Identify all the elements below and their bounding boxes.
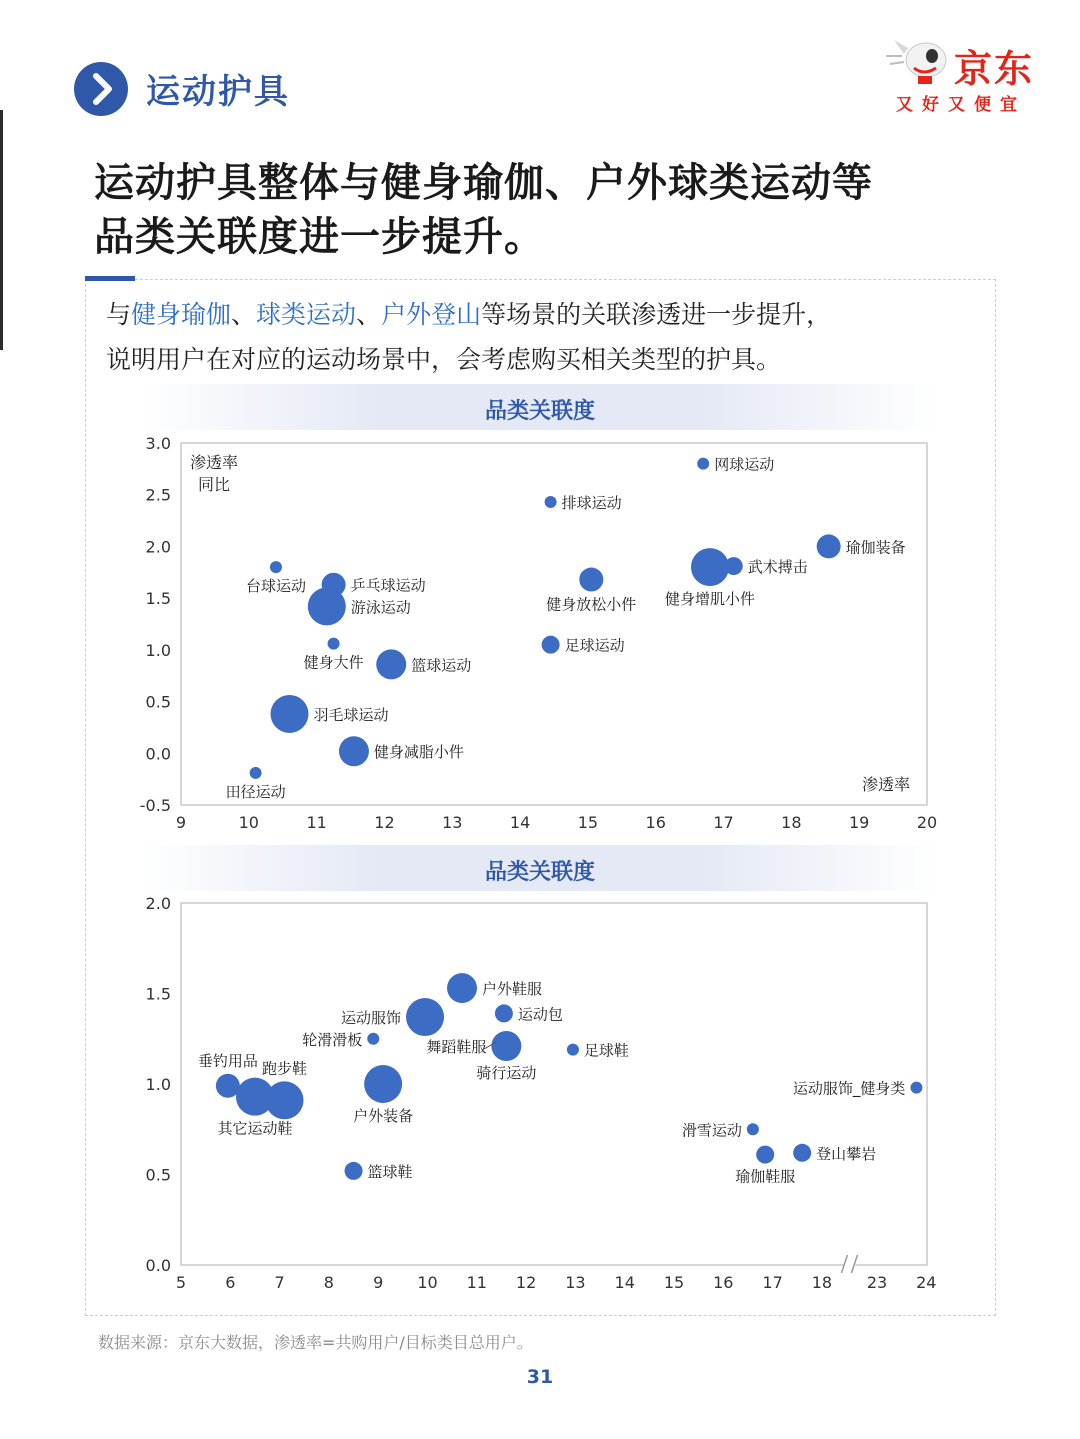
chart-1-x-tick-label: 18 xyxy=(781,813,802,832)
chart-2-x-tick-label: 14 xyxy=(614,1273,635,1292)
chart-2-x-tick-label: 16 xyxy=(713,1273,734,1292)
chart-1-point xyxy=(271,695,309,733)
chart-1-x-tick-label: 16 xyxy=(645,813,666,832)
intro-separator: 、 xyxy=(356,300,382,329)
chart-2-x-tick-label: 5 xyxy=(175,1273,187,1292)
chart-2-x-tick-label: 8 xyxy=(323,1273,334,1292)
chart-2-scatter xyxy=(0,880,1080,1300)
chart-2-point-label: 户外鞋服 xyxy=(482,980,543,999)
chart-1-point xyxy=(545,496,557,508)
chart-2-x-tick-label: 23 xyxy=(866,1273,888,1292)
chart-2-point-label: 篮球鞋 xyxy=(367,1162,413,1181)
chart-2-x-tick-label: 15 xyxy=(663,1273,685,1292)
chart-1-x-tick-label: 17 xyxy=(713,813,734,832)
chart-1-x-tick-label: 10 xyxy=(238,813,259,832)
chart-2-point xyxy=(345,1162,363,1180)
chart-2-point-label: 运动服饰_健身类 xyxy=(792,1079,906,1098)
intro-line-2: 说明用户在对应的运动场景中，会考虑购买相关类型的护具。 xyxy=(106,345,782,374)
chart-2-y-tick-label: 0.5 xyxy=(145,1165,171,1185)
chart-1-point-label: 游泳运动 xyxy=(350,598,411,617)
chart-2-x-tick-label: 18 xyxy=(811,1273,833,1292)
chart-1-point xyxy=(542,636,560,654)
chart-1-point-label: 乒乓球运动 xyxy=(350,576,426,595)
chart-1-point-label: 台球运动 xyxy=(245,577,306,596)
chart-2-y-tick-label: 2.0 xyxy=(145,894,171,913)
chart-2-y-tick-label: 0.0 xyxy=(145,1256,171,1275)
chart-2-x-tick-label: 11 xyxy=(466,1273,487,1292)
headline-line-2: 品类关联度进一步提升。 xyxy=(94,214,545,260)
jd-mascot-icon xyxy=(884,34,954,88)
intro-text-part: 与 xyxy=(106,300,132,329)
intro-text-part: 等场景的关联渗透进一步提升， xyxy=(481,300,832,329)
chart-1-scatter xyxy=(0,420,1080,840)
chart-2-x-tick-label: 6 xyxy=(225,1273,236,1292)
highlight-ball-sports: 球类运动 xyxy=(256,300,357,329)
chart-1-point xyxy=(339,736,369,766)
chart-1-x-tick-label: 15 xyxy=(577,813,599,832)
chart-1-point-label: 武术搏击 xyxy=(747,558,808,577)
chart-1-x-tick-label: 14 xyxy=(509,813,531,832)
chart-1-point xyxy=(376,649,406,679)
chart-2-title: 品类关联度 xyxy=(484,860,595,885)
chart-1-point xyxy=(817,534,841,558)
chart-2-point xyxy=(910,1082,922,1094)
chart-2-point xyxy=(495,1004,513,1022)
jd-logo-slogan: 又好又便宜 xyxy=(896,95,1026,115)
chart-1-y-axis-label-line-2: 同比 xyxy=(198,475,231,494)
intro-line-1 xyxy=(106,292,986,337)
jd-logo xyxy=(884,34,1054,118)
chart-2-x-tick-label: 10 xyxy=(417,1273,438,1292)
chart-1-title: 品类关联度 xyxy=(484,399,595,424)
chart-2-point-label: 骑行运动 xyxy=(476,1063,537,1082)
chart-2-point xyxy=(406,998,444,1036)
chart-1-y-tick-label: 2.0 xyxy=(145,537,171,557)
chart-2-y-tick-label: 1.0 xyxy=(145,1075,171,1094)
chart-2-point-label: 垂钓用品 xyxy=(197,1051,258,1070)
chart-1-y-tick-label: 3.0 xyxy=(145,434,171,453)
chart-1-point xyxy=(328,638,340,650)
chart-2-x-tick-label: 13 xyxy=(565,1273,586,1292)
chart-1-x-tick-label: 11 xyxy=(306,813,327,832)
chart-1-x-tick-label: 19 xyxy=(849,813,870,832)
highlight-fitness-yoga: 健身瑜伽 xyxy=(131,300,232,329)
chart-1-point-label: 排球运动 xyxy=(561,493,622,512)
chart-2-point-label: 轮滑滑板 xyxy=(302,1030,363,1049)
chart-2-point xyxy=(567,1044,579,1056)
chart-2-x-tick-label: 7 xyxy=(274,1273,285,1292)
chart-2-point xyxy=(364,1065,402,1103)
chart-1-y-tick-label: 0.5 xyxy=(145,692,171,712)
intro-separator: 、 xyxy=(231,300,257,329)
chart-2-point xyxy=(756,1146,774,1164)
section-chevron-icon xyxy=(74,62,128,116)
chart-1-point-label: 田径运动 xyxy=(225,782,286,801)
chart-2-point xyxy=(236,1078,274,1116)
chart-1-x-tick-label: 20 xyxy=(916,813,938,832)
chart-2-point-label: 运动包 xyxy=(517,1005,563,1024)
chart-1-x-tick-label: 9 xyxy=(175,813,187,832)
chart-2-point-label: 足球鞋 xyxy=(583,1041,629,1060)
chart-1-point-label: 健身减脂小件 xyxy=(373,743,464,762)
chart-2-point xyxy=(491,1031,521,1061)
chart-1-point xyxy=(270,561,282,573)
chart-2-point xyxy=(447,973,477,1003)
chart-2-point-label: 滑雪运动 xyxy=(681,1121,742,1140)
chart-1-point-label: 羽毛球运动 xyxy=(313,705,389,724)
chart-1-point xyxy=(697,458,709,470)
chart-2-x-tick-label: 17 xyxy=(762,1273,783,1292)
chart-1-point xyxy=(250,767,262,779)
highlight-outdoor-climbing: 户外登山 xyxy=(381,300,482,329)
chart-1-x-tick-label: 13 xyxy=(442,813,463,832)
chart-1-y-tick-label: 1.0 xyxy=(145,640,171,660)
chart-2-point-label: 运动服饰 xyxy=(341,1009,402,1028)
chart-2-point-label: 跑步鞋 xyxy=(262,1059,308,1078)
chart-2-point-label: 户外装备 xyxy=(353,1107,414,1125)
chart-1-point-label: 瑜伽装备 xyxy=(845,538,906,557)
chart-1-point-label: 健身放松小件 xyxy=(546,595,637,614)
chart-1-point xyxy=(691,548,729,586)
data-source-note: 数据来源：京东大数据，渗透率=共购用户/目标类目总用户。 xyxy=(98,1333,533,1352)
chart-1-y-axis-label-line-1: 渗透率 xyxy=(190,453,239,472)
chart-2-y-tick-label: 1.5 xyxy=(145,984,171,1004)
chart-1-y-tick-label: 0.0 xyxy=(145,744,171,764)
chart-2-x-tick-label: 9 xyxy=(373,1273,384,1292)
chart-2-point-label: 舞蹈鞋服 xyxy=(426,1037,487,1056)
headline-line-1: 运动护具整体与健身瑜伽、户外球类运动等 xyxy=(94,160,873,206)
chart-2-point xyxy=(793,1144,811,1162)
chart-1-point-label: 篮球运动 xyxy=(411,656,472,675)
chart-2-point-label: 其它运动鞋 xyxy=(217,1119,293,1138)
chart-1-y-tick-label: 1.5 xyxy=(145,589,171,609)
chart-1-point-label: 健身大件 xyxy=(303,653,364,672)
chart-1-point-label: 网球运动 xyxy=(714,455,775,474)
section-title: 运动护具 xyxy=(146,72,290,112)
chart-1-x-axis-label: 渗透率 xyxy=(861,775,910,794)
panel-accent-bar xyxy=(85,276,135,281)
intro-text xyxy=(106,292,986,382)
left-edge-line xyxy=(0,110,3,350)
jd-logo-name: 京东 xyxy=(954,47,1035,91)
chart-1-x-tick-label: 12 xyxy=(374,813,395,832)
page-number: 31 xyxy=(526,1366,554,1388)
chart-1-y-tick-label: -0.5 xyxy=(139,796,171,815)
chart-1-point-label: 足球运动 xyxy=(564,636,625,655)
chart-1-y-tick-label: 2.5 xyxy=(145,485,171,505)
chart-2-x-tick-label: 12 xyxy=(515,1273,537,1292)
chart-1-point xyxy=(579,568,603,592)
chart-2-x-tick-label: 24 xyxy=(916,1273,937,1292)
chart-2-point xyxy=(747,1123,759,1135)
chart-2-point-label: 瑜伽鞋服 xyxy=(735,1167,796,1186)
chart-2-point-label: 登山攀岩 xyxy=(816,1144,877,1163)
headline xyxy=(94,156,1014,264)
chart-1-point xyxy=(308,587,346,625)
chart-2-point xyxy=(367,1033,379,1045)
chart-1-point-label: 健身增肌小件 xyxy=(664,590,755,609)
